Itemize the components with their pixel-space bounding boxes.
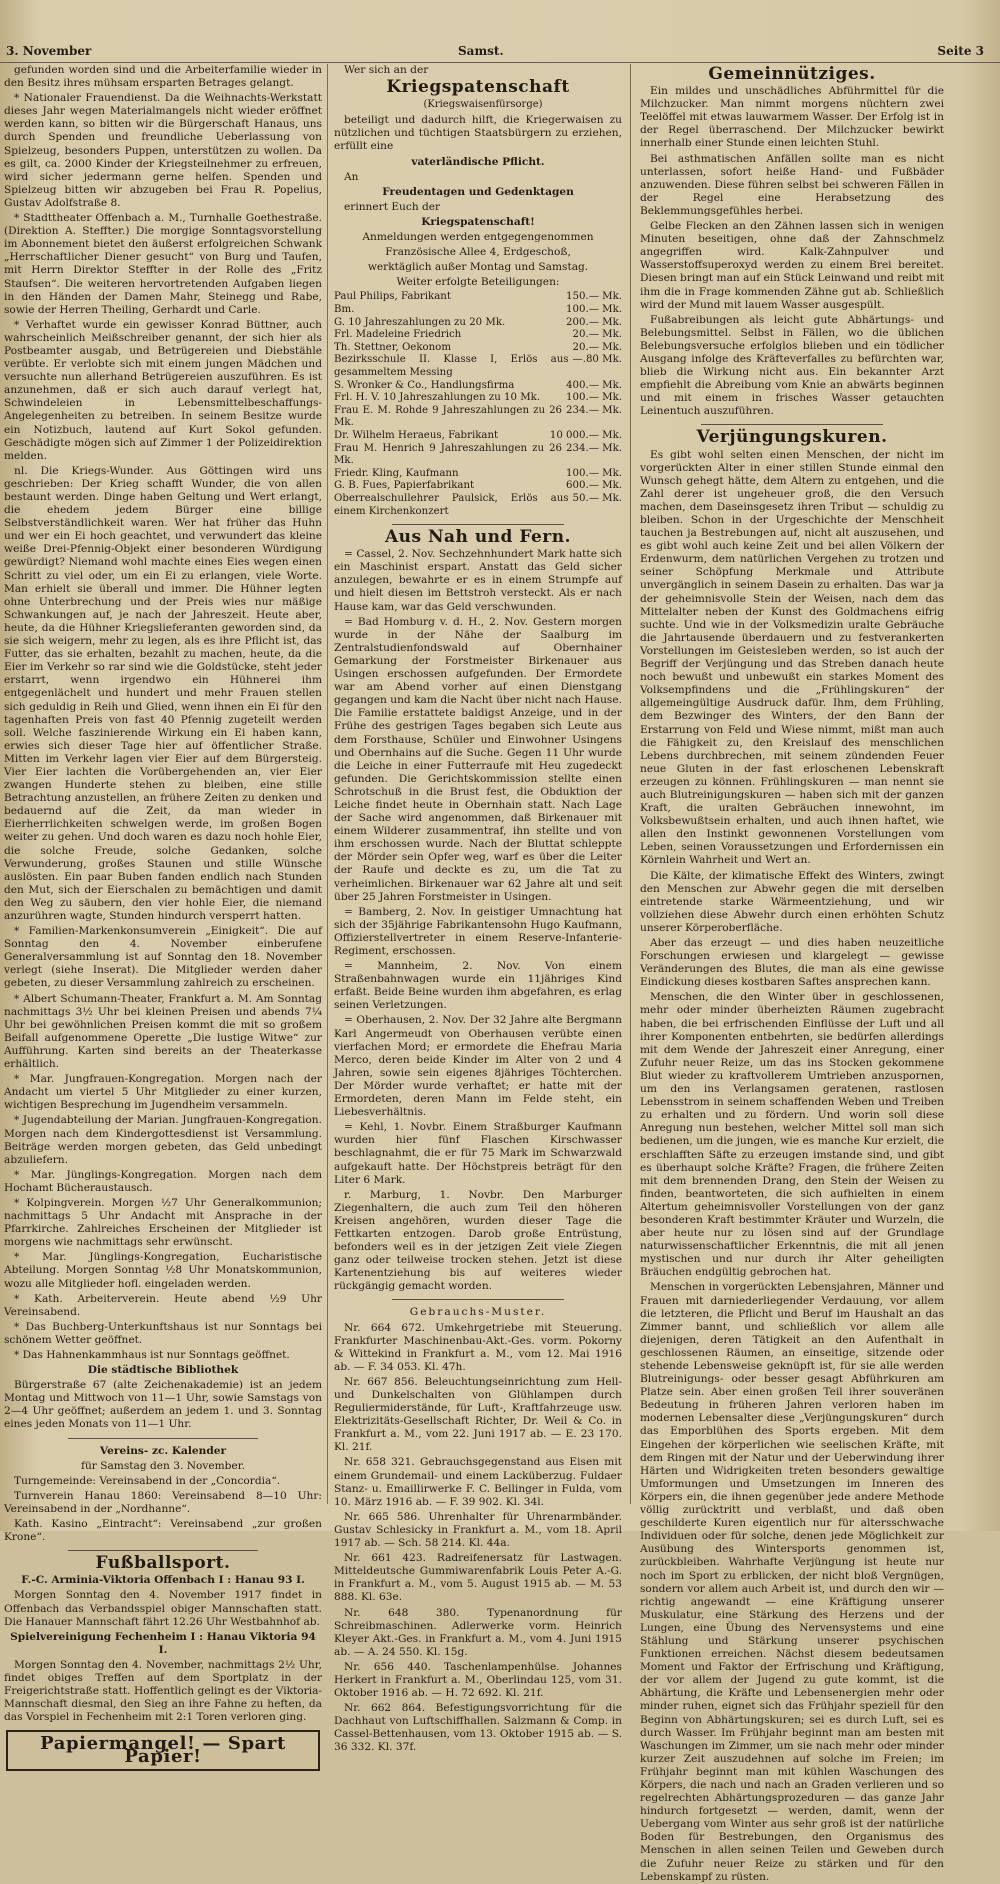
notice-text: beteiligt und dadurch hilft, die Kriegerwaisen zu nützlichen und tüchtigen Staatsbürgern zu erziehen, erfüllt eine [334,114,622,153]
header-day: Samst. [458,44,504,58]
tip-paragraph: Bei asthmatischen Anfällen sollte man es nicht unterlassen, sofort heiße Hand- und Fußbäder anzuwenden. Diese führen selbst bei schweren Fällen in der Regel eine Herabsetzung des Beklemmungsgefühles herbei. [640,152,944,217]
article-paragraph: Aber das erzeugt — und dies haben neuzeitliche Forschungen erwiesen und klargelegt — gewisse Veränderungen des Blutes, die man als eine gewisse Eindickung dieses kostbaren Saftes ansprechen kann. [640,937,944,989]
article-paragraph: Es gibt wohl selten einen Menschen, der nicht im vorgerückten Alter in einer stillen Stunde einmal den Wunsch gehegt hätte, dem Altern zu entgehen, und die Zahl derer ist ungeheuer groß, die den Versuch machen, dem Daseinsgesetz ihren Tribut — schuldig zu bleiben. Schon in der Urgeschichte der Menschheit tauchen ja Bestrebungen auf, nicht alt auszusehen, und es gibt wohl auch keine Zeit und bei allen Völkern der Erdenwurm, dem natürlichen Vergehen zu trotzen und seiner Schöpfung Merkmale und Attribute unvergänglich in seinem Dasein zu erhalten. Das war ja der geheimnisvolle Stein der Weisen, nach dem das Mittelalter neben der Kunst des Goldmachens eifrig suchte. Und wie in der Volksmedizin uralte Gebräuche die Jahrtausende überdauern und zu festverankerten Vorstellungen im Geistesleben werden, so ist auch der Begriff der Verjüngung und das Streben danach heute noch bewußt und unbewußt ein starkes Moment des Volksempfindens und die „Frühlingskuren“ der allgemeingültige Ausdruck dafür. Ihm, dem Frühling, dem Bezwinger des Winters, der den Bann der Erstarrung von Feld und Wiese nimmt, mißt man auch die Fähigkeit zu, den Kreislauf des menschlichen Lebens durchbrechen, mit seinem zündenden Feuer neue Gluten in der fast erloschenen Lebenskraft erzeugen zu können. Frühlingskuren — man nennt sie auch Blutreinigungskuren — haben sich mit der ganzen Kraft, die uralten Gebräuchen innewohnt, im Volksbewußtsein erhalten, und auch ihnen haftet, wie allen den Instinkt gewonnenen Vorstellungen vom Leben, seinen Voraussetzungen und Erfordernissen ein Körnlein Wahrheit und Wert an. [640,448,944,867]
patent-entry: Nr. 667 856. Beleuchtungseinrichtung zum Hell- und Dunkelschalten von Glühlampen durch Reguliermiderstände, für Luft-, Kraftfahrzeuge usw. Elektrizitäts-Gesellschaft Richter, Dr. Weil & Co. in Frankfurt a. M., vom 22. Juni 1917 ab. — E. 23 170. Kl. 21f. [334,1375,622,1454]
article-paragraph: Die Kälte, der klimatische Effekt des Winters, zwingt den Menschen zur Abwehr gegen die mit derselben eintretende starke Wärmeentziehung, und wir vollziehen diese Abwehr durch einen erhöhten Schutz unserer Körperoberfläche. [640,869,944,934]
header-date: 3. November [6,44,92,58]
article-paragraph: * Kath. Arbeiterverein. Heute abend ½9 Uhr Vereinsabend. [4,1292,322,1318]
article-paragraph: * Albert Schumann-Theater, Frankfurt a. M. Am Sonntag nachmittags 3½ Uhr bei kleinen Preisen und abends 7¼ Uhr bei gewöhnlichen Preisen kommt die mit so großem Beifall aufgenommene Operette „Die lustige Witwe“ zur Aufführung. Karten sind bereits an der Theaterkasse erhältlich. [4,992,322,1071]
separator [392,524,565,525]
article-paragraph: gefunden worden sind und die Arbeiterfamilie wieder in den Besitz ihres mühsam ersparten Betrages gelangt. [4,64,322,90]
rejuvenation-heading: Verjüngungskuren. [696,427,888,448]
notice-title: Kriegspatenschaft [386,77,570,98]
article-paragraph: * Mar. Jünglings-Kongregation, Eucharistische Abteilung. Morgen Sonntag ½8 Uhr Monatskommunion, wozu alle Mitglieder hofl. eingeladen werden. [4,1251,322,1290]
notice-intro: Wer sich an der [344,64,429,76]
donation-row: Frl. H. V. 10 Jahreszahlungen zu 10 Mk. 100.— Mk. [334,392,622,404]
donations-heading: Weiter erfolgte Beteiligungen: [396,276,560,289]
article-paragraph: * Das Hahnenkammhaus ist nur Sonntags geöffnet. [14,1349,290,1361]
header-page-number: Seite 3 [937,44,984,58]
article-paragraph: * Stadttheater Offenbach a. M., Turnhalle Goethestraße. (Direktion A. Steffter.) Die morgige Sonntagsvorstellung im Abonnement bietet den äußerst erfolgreichen Schwank „Herrschaftlicher Diener gesucht“ von Burg und Taufen, mit Herrn Direktor Steffter in der Rolle des „Fritz Staufsen“. Die weiteren hervortretenden Aufgaben liegen in den Händen der Damen Mahr, Steinegg und Rabe, sowie der Herren Theiling, Gerhardt und Carle. [4,212,322,316]
separator [392,1299,565,1300]
article-paragraph: * Nationaler Frauendienst. Da die Weihnachts-Werkstatt dieses Jahr wegen Materialmangels nicht wieder eröffnet werden kann, so bitten wir die Bürgerschaft Hanaus, uns durch Spenden und freundliche Ueberlassung von Spielzeug, besonders Puppen, unterstützen zu wollen. Da es gilt, ca. 2000 Kinder der Kriegsteilnehmer zu erfreuen, wird sicher jedermann gerne helfen. Spenden und Spielzeug bitten wir abzugeben bei Frau R. Popelius, Gustav Adolfstraße 8. [4,92,322,209]
article-paragraph: * Mar. Jungfrauen-Kongregation. Morgen nach der Andacht um viertel 5 Uhr Mitglieder zu einer kurzen, wichtigen Besprechung im Jugendheim versammeln. [4,1073,322,1112]
donation-row: Dr. Wilhelm Heraeus, Fabrikant 10 000.— Mk. [334,429,622,441]
donation-row: Oberrealschullehrer Paulsick, Erlös aus einem Kirchenkonzert 50.— Mk. [334,492,622,517]
notice-registration: Anmeldungen werden entgegengenommen [362,231,594,244]
notice-kp: Kriegspatenschaft! [421,215,535,228]
article-paragraph: * Verhaftet wurde ein gewisser Konrad Büttner, auch wahrscheinlich Meißschreiber genannt, der sich hier als Postbeamter ausgab, und Betrügereien und Diebstähle verübte. Er verlobte sich mit einem jungen Mädchen und versuchte nun allerhand Betrügereien auszuführen. Es ist anzunehmen, daß er sich auch darauf verlegt hat, Schwindeleien in Lebensmittelbeschaffungs-Angelegenheiten zu betreiben. In seinem Besitze wurde ein Notizbuch, lautend auf Kurt Sokol gefunden. Geschädigte mögen sich auf Zimmer 1 der Polizeidirektion melden. [4,318,322,462]
page-header [0,40,1000,63]
patents-heading: Gebrauchs-Muster. [409,1306,547,1319]
donation-row: G. B. Fues, Papierfabrikant 600.— Mk. [334,480,622,492]
article-paragraph: Menschen in vorgerückten Lebensjahren, Männer und Frauen mit darniederliegender Verdauung, vor allem die letzteren, die Pflicht und Beruf im Haushalt an das Zimmer bannt, und schließlich vor allem alle diejenigen, deren Tätigkeit an den Aufenthalt in geschlossenen Räumen, an einseitige, sitzende oder stehende Lebensweise geknüpft ist, für sie alle werden Blutreinigungs- oder besser gesagt Abführkuren am Platze sein. Aber einen großen Teil ihrer souveränen Bedeutung in früheren Jahren verloren haben im modernen Lebensalter diese „Verjüngungskuren“ durch das Emporblühen des Sports ergeben. Mit dem Eingehen der körperlichen wie seelischen Kräfte, mit dem Ringen mit der Natur und der Ueberwindung ihrer Härten und Widrigkeiten treten besonders gewaltige Umformungen und Umsetzungen im Inneren des Körpers ein, die ihnen gegenüber jede andere Methode völlig zurücktritt und verblaßt, und daß oben geschilderte Kuren eigentlich nur für altersschwache Individuen oder für solche, denen jede Möglichkeit zur Ausübung des Wintersports genommen ist, zurückbleiben. Wahrhafte Verjüngung ist heute nur noch im Sport zu erblicken, der nicht bloß Vergnügen, sondern vor allem auch Arbeit ist, und durch den wir — richtig angewandt — eine Kräftigung unserer Muskulatur, eine Stärkung des Herzens und der Lungen, eine Übung des Nervensystems und eine Stählung und Stärkung unserer psychischen Funktionen erreichen. Nächst diesem bedeutsamen Moment und Faktor der Erfrischung und Kräftigung, der vor allem der Jugend zu gute kommt, ist die Abhärtung, die Kräfte und Lebensenergien mehr oder minder ruhen, eignet sich das Frühjahr speziell für den Beginn von Abhärtungskuren; sei es durch Luft, sei es durch Wasser. Im Frühjahr beginnt man am besten mit Waschungen im Zimmer, um sie nach mehr oder minder kurzer Zeit auszudehnen auf solche im Freien; im Frühjahr beginnt man mit kühlen Waschungen des Körpers, die nach und nach an Graden verlieren und so regelrechten Abhärtungsprozeduren — das ganze Jahr hindurch fortgesetzt — werden, damit, wenn der Uebergang vom Winter aus sehr groß ist der natürliche Boden für Bestrebungen, den Organismus des Menschen in allen seinen Teilen und Geweben durch die Zufuhr neuer Reize zu stärken und für den Lebenskampf zu rüsten. [640,1281,944,1883]
paper-shortage-notice: Papiermangel! — Spart Papier! [6,1730,320,1770]
column-rule [630,64,631,1504]
sport-match-title: F.-C. Arminia-Viktoria Offenbach I : Hanau 93 I. [21,1574,305,1587]
patent-entry: Nr. 656 440. Taschenlampenhülse. Johannes Herkert in Frankfurt a. M., Oberlindau 125, vom 31. Oktober 1916 ab. — H. 72 692. Kl. 21f. [334,1660,622,1700]
notice-address: Französische Allee 4, Erdgeschoß, [385,246,571,259]
notice-an: An [344,170,359,183]
donation-row: Frl. Madeleine Friedrich 20.— Mk. [334,329,622,341]
useful-heading: Gemeinnütziges. [708,64,876,84]
column-rule [327,64,328,1504]
library-text: Bürgerstraße 67 (alte Zeichenakademie) ist an jedem Montag und Mittwoch von 11—1 Uhr, sowie Samstags von 2—4 Uhr geöffnet; außerdem an jedem 1. und 3. Sonntag eines jeden Monats von 11—1 Uhr. [4,1379,322,1431]
notice-subtitle: (Kriegswaisenfürsorge) [423,99,543,111]
donation-row: Paul Philips, Fabrikant 150.— Mk. [334,291,622,303]
library-heading: Die städtische Bibliothek [87,1364,239,1377]
patent-entry: Nr. 658 321. Gebrauchsgegenstand aus Eisen mit einem Grundemail- und einem Lacküberzug. Fuldaer Stanz- u. Emaillirwerke F. C. Bellinger in Fulda, vom 10. März 1916 ab. — F. 39 902. Kl. 34l. [334,1456,622,1508]
patent-entry: Nr. 664 672. Umkehrgetriebe mit Steuerung. Frankfurter Maschinenbau-Akt.-Ges. vorm. Pokorny & Wittekind in Frankfurt a. M., vom 12. Mai 1916 ab. — F. 34 053. Kl. 47h. [334,1321,622,1373]
column-local-news [4,64,322,1768]
patent-entry: Nr. 665 586. Uhrenhalter für Uhrenarmbänder. Gustav Schlesicky in Frankfurt a. M., vom 18. April 1917 ab. — Sch. 58 214. Kl. 44a. [334,1510,622,1550]
patent-entry: Nr. 662 864. Befestigungsvorrichtung für die Dachhaut von Luftschiffhallen. Salzmann & Comp. in Cassel-Bettenhausen, vom 13. Oktober 1915 ab. — S. 36 332. Kl. 37f. [334,1702,622,1754]
notice-hours: werktäglich außer Montag und Samstag. [367,261,589,274]
donation-row: Th. Stettner, Oekonom 20.— Mk. [334,341,622,353]
donation-row: Frau E. M. Rohde 9 Jahreszahlungen zu 26 Mk. 234.— Mk. [334,404,622,429]
sport-match-text: Morgen Sonntag den 4. November, nachmittags 2½ Uhr, findet obiges Treffen auf dem Sportplatz in der Freigerichtstraße statt. Hoffentlich gelingt es der Viktoria-Mannschaft diesmal, den Sieg an ihre Fahne zu heften, da das Vorspiel in Fechenheim mit 2:1 Toren verloren ging. [4,1658,322,1724]
article-paragraph: Menschen, die den Winter über in geschlossenen, mehr oder minder überheizten Räumen zugebracht haben, die bei erfrischenden Einflüsse der Luft und all ihrer Komponenten entbehrten, sie bedürfen allerdings mit dem Wende der Jahreszeit einer Anregung, einer Zufuhr neuer Reize, um das ins Stocken gekommene Blut wieder zu kraftvollerem Umtrieben anzuspornen, um den ins Verlangsamen geratenen, rastlosen Lebensstrom in seinem schaffenden Weben und Treiben zu erhalten und zu fördern. Und worin soll diese Anregung nun bestehen, welcher Mittel soll man sich bedienen, um die jungen, wie es manche Kur erzielt, die erschlafften Säfte zu erzeugen imstande sind, und gibt es überhaupt solche Kräfte? Fragen, die frühere Zeiten mit dem brennenden Drang, den Stein der Weisen zu finden, beantworteten, die sich aufhielten in einem Altertum geheimnisvoller Vorstellungen von der ganz besonderen Kraft bestimmter Kräuter und Wurzeln, die aber heute nur zu lösen sind auf der Grundlage naturwissenschaftlicher Erkenntnis, die mit all jenen mystischen und nur durch ihr Alter geheiligten Bräuchen endgültig gebrochen hat. [640,991,944,1279]
sport-match-text: Morgen Sonntag den 4. November 1917 findet in Offenbach das Verbandsspiel obiger Mannschaften statt. Die Hanauer Mannschaft fährt 12.26 Uhr Westbahnhof ab. [4,1589,322,1628]
column-useful [640,64,944,1883]
article-paragraph: * Kolpingverein. Morgen ½7 Uhr Generalkommunion; nachmittags 5 Uhr Andacht mit Ansprache in der Pfarrkirche. Zahlreiches Erscheinen der Mitglieder ist morgens wie nachmittags sehr erwünscht. [4,1196,322,1249]
notice-remind: erinnert Euch der [344,200,441,213]
calendar-entry: Kath. Kasino „Eintracht“: Vereinsabend „zur großen Krone“. [4,1518,322,1544]
donation-row: Frau M. Henrich 9 Jahreszahlungen zu 26 Mk. 234.— Mk. [334,442,622,467]
notice-occasions: Freudentagen und Gedenktagen [382,185,574,198]
donation-row: Bm. 100.— Mk. [334,304,622,315]
news-item: r. Marburg, 1. Novbr. Den Marburger Ziegenhaltern, die auch zum Teil den höheren Kreisen angehören, wurden dieser Tage die Fettkarten entzogen. Darob große Entrüstung, befonders weil es in der jetzigen Zeit viele Ziegen ganz oder teilweise trocken stehen. Jetzt ist diese Kartenentziehung bis auf weiteres wieder rückgängig gemacht worden. [334,1188,622,1293]
news-item: = Oberhausen, 2. Nov. Der 32 Jahre alte Bergmann Karl Angermeudt von Oberhausen verübte einen vierfachen Mord; er ermordete die Ehefrau Maria Merco, deren beide Kinder im Alter von 2 und 4 Jahren, sowie sein eigenes 8jähriges Töchterchen. Der Mörder wurde verhaftet; er hatte mit der Ermordeten, deren Mann im Felde steht, ein Liebesverhältnis. [334,1014,622,1119]
calendar-entry: Turnverein Hanau 1860: Vereinsabend 8—10 Uhr: Vereinsabend in der „Nordhanne“. [4,1489,322,1515]
article-paragraph: * Familien-Markenkonsumverein „Einigkeit“. Die auf Sonntag den 4. November einberufene Generalversammlung ist auf Sonntag den 18. November verlegt (siehe Inserat). Die Mitglieder werden daher gebeten, zu dieser Versammlung zahlreich zu erscheinen. [4,925,322,990]
separator [701,424,883,425]
patent-entry: Nr. 648 380. Typenanordnung für Schreibmaschinen. Adlerwerke vorm. Heinrich Kleyer Akt.-Ges. in Frankfurt a. M., vom 4. Juni 1915 ab. — A. 24 550. Kl. 15g. [334,1606,622,1658]
calendar-heading: Vereins- zc. Kalender [99,1444,227,1457]
news-item: = Bad Homburg v. d. H., 2. Nov. Gestern morgen wurde in der Nähe der Saalburg im Zentralstudienfondswald auf Obernhainer Gemarkung der Forstmeister Birkenauer aus Usingen erschossen aufgefunden. Der Ermordete war am Abend vorher auf einen Dienstgang gegangen und kam die Nacht über nicht nach Hause. Die Familie erstattete baldigst Anzeige, und in der Frühe des gestrigen Tages begaben sich Leute aus dem Forsthause, Schüler und Einwohner Usingens und Obernhains auf die Suche. Gegen 11 Uhr wurde die Leiche in einer Futterraufe mit Heu zugedeckt gefunden. Die Gerichtskommission stellte einen Schrotschuß in die Brust fest, die Obduktion der Leiche findet heute in Obernhain statt. Nach Lage der Sache wird angenommen, daß Birkenauer mit einem Wilderer zusammentraf, ihn stellte und von ihm erschossen wurde. Nach der Bluttat schleppte der Mörder sein Opfer weg, warf es über die Leiter der Raufe und deckte es zu, um die Tat zu verheimlichen. Birkenauer war 62 Jahre alt und seit über 25 Jahren Forstmeister in Usingen. [334,615,622,903]
donation-row: Bezirksschule II. Klasse I, Erlös aus gesammeltem Messing —.80 Mk. [334,354,622,378]
article-paragraph: * Mar. Jünglings-Kongregation. Morgen nach dem Hochamt Bücheraustausch. [4,1168,322,1194]
notice-duty: vaterländische Pflicht. [411,155,545,168]
donations-list [334,291,622,518]
news-item: = Mannheim, 2. Nov. Von einem Straßenbahnwagen wurde ein 11jähriges Kind erfaßt. Beide Beine wurden ihm abgefahren, es erlag seinen Verletzungen. [334,960,622,1012]
article-paragraph: * Jugendabteilung der Marian. Jungfrauen-Kongregation. Morgen nach dem Kindergottesdienst ist Versammlung. Beiträge werden morgen gebeten, das Geld unbedingt abzuliefern. [4,1114,322,1166]
donation-row: Friedr. Kling, Kaufmann 100.— Mk. [334,467,622,479]
news-item: = Cassel, 2. Nov. Sechzehnhundert Mark hatte sich ein Maschinist erspart. Anstatt das Geld sicher anzulegen, bewahrte er es in einem Strumpfe auf und hielt diesen im Bettstroh versteckt. Als er nach Hause kam, war das Geld verschwunden. [334,548,622,613]
sport-match-title: Spielvereinigung Fechenheim I : Hanau Viktoria 94 I. [10,1630,316,1656]
separator [68,1438,259,1439]
tip-paragraph: Fußabreibungen als leicht gute Abhärtungs- und Belebungsmittel. Selbst in Fällen, wo die üblichen Belebungsversuche erfolglos blieben und ein tödlicher Ausgang infolge des Kräfteverfalles zu befürchten war, blieb die Wirkung nicht aus. Ein bekannter Arzt empfiehlt die Abreibung vom Knie an abwärts beginnen und mit einem in frisches Wasser getauchten Leinentuch auszuführen. [640,313,944,418]
donation-row: G. 10 Jahreszahlungen zu 20 Mk. 200.— Mk. [334,316,622,328]
sport-heading: Fußballsport. [95,1553,231,1574]
separator [68,1550,259,1551]
donation-row: S. Wronker & Co., Handlungsfirma 400.— Mk. [334,379,622,391]
tip-paragraph: Gelbe Flecken an den Zähnen lassen sich in wenigen Minuten beseitigen, ohne daß der Zahnschmelz angegriffen wird. Kalk-Zahnpulver und Wasserstoffsuperoxyd werden zu einem Brei bereitet. Diesen bringt man auf ein Stück Leinwand und reibt mit ihm die in Frage kommenden Zähne gut ab. Schließlich wird der Mund mit lauem Wasser ausgespült. [640,220,944,311]
patent-entry: Nr. 661 423. Radreifenersatz für Lastwagen. Mitteldeutsche Gummiwarenfabrik Louis Peter A.-G. in Frankfurt a. M., vom 5. August 1915 ab. — M. 53 888. Kl. 63e. [334,1552,622,1604]
tip-paragraph: Ein mildes und unschädliches Abführmittel für die Milchzucker. Man nimmt morgens nüchtern zwei Teelöffel mit etwas lauwarmem Wasser. Der Erfolg ist in der Regel überraschend. Der Milchzucker bewirkt innerhalb einer Stunde einen leichten Stuhl. [640,85,944,150]
news-item: = Bamberg, 2. Nov. In geistiger Umnachtung hat sich der 35jährige Fabrikantensohn Hugo Kaufmann, Offizierstellvertreter in einem Reserve-Infanterie-Regiment, erschossen. [334,905,622,957]
news-item: = Kehl, 1. Novbr. Einem Straßburger Kaufmann wurden hier fünf Flaschen Kirschwasser beschlagnahmt, die er für 75 Mark im Schwarzwald aufgekauft hatte. Der Höchstpreis beträgt für den Liter 6 Mark. [334,1121,622,1186]
calendar-subheading: für Samstag den 3. November. [81,1459,245,1472]
article-paragraph: * Das Buchberg-Unterkunftshaus ist nur Sonntags bei schönem Wetter geöffnet. [4,1320,322,1346]
article-paragraph: nl. Die Kriegs-Wunder. Aus Göttingen wird uns geschrieben: Der Krieg schafft Wunder, die von allen bestaunt werden. Dinge haben Geltung und Wert erlangt, die ehedem jedem Bürger eine billige Selbstverständlichkeit waren. Wer hat früher das Huhn und wer ein Ei hoch geachtet, und verwundert das kleine weiße Drei-Pfennig-Objekt einer besonderen Würdigung gewürdigt? Niemand wohl machte eines Eies wegen einen Schritt zu viel oder, um ein Ei zu erlangen, viele Worte. Man erhielt sie überall und immer. Die Hühner legten ohne Unterbrechung und der Preis wies nur mäßige Schwankungen auf, je nach der Jahreszeit. Heute aber, heute, da die Hühner Kriegslieferanten geworden sind, da sie sich weigern, mehr zu legen, als es ihre Pflicht ist, das Futter, das sie erhalten, bezahlt zu machen, heute, da die Eier im Verkehr so rar sind wie die Goldstücke, steht jeder erstarrt, wenn irgendwo ein Hühnerei ihm entgegenlächelt und hundert und mehr Frauen stellen sich geduldig in Reih und Glied, wenn ihnen ein Ei für den tagenhaften Preis von fast 40 Pfennig zugeteilt werden soll. Welche faszinierende Wirkung ein Ei haben kann, erwies sich dieser Tage hier auf öffentlicher Straße. Mitten im Verkehr lagen vier Eier auf dem Bürgersteig. Vier Eier lachten die Vorübergehenden an, vier Eier zwangen Hunderte stehen zu bleiben, eine stille Betrachtung anzustellen, an frühere Zeiten zu denken und bedauernd auf die Zeit, da man wieder in Eierherrlichkeiten schwelgen werde, im großen Bogen weiter zu gehen. Und doch waren es dazu noch hohle Eier, die solche Freude, solche Gedanken, solche Verwunderung, großes Staunen und stille Wünsche auslösten. Ein paar Buben fanden endlich nach Stunden den Mut, sich der Eierschalen zu bemächtigen und damit den Weg zu säubern, den vier hohle Eier, die niemand anzurühren wagte, Stunden hindurch versperrt hatten. [4,464,322,922]
calendar-entry: Turngemeinde: Vereinsabend in der „Concordia“. [14,1474,281,1487]
column-notices [334,64,622,1754]
news-heading: Aus Nah und Fern. [384,527,572,548]
